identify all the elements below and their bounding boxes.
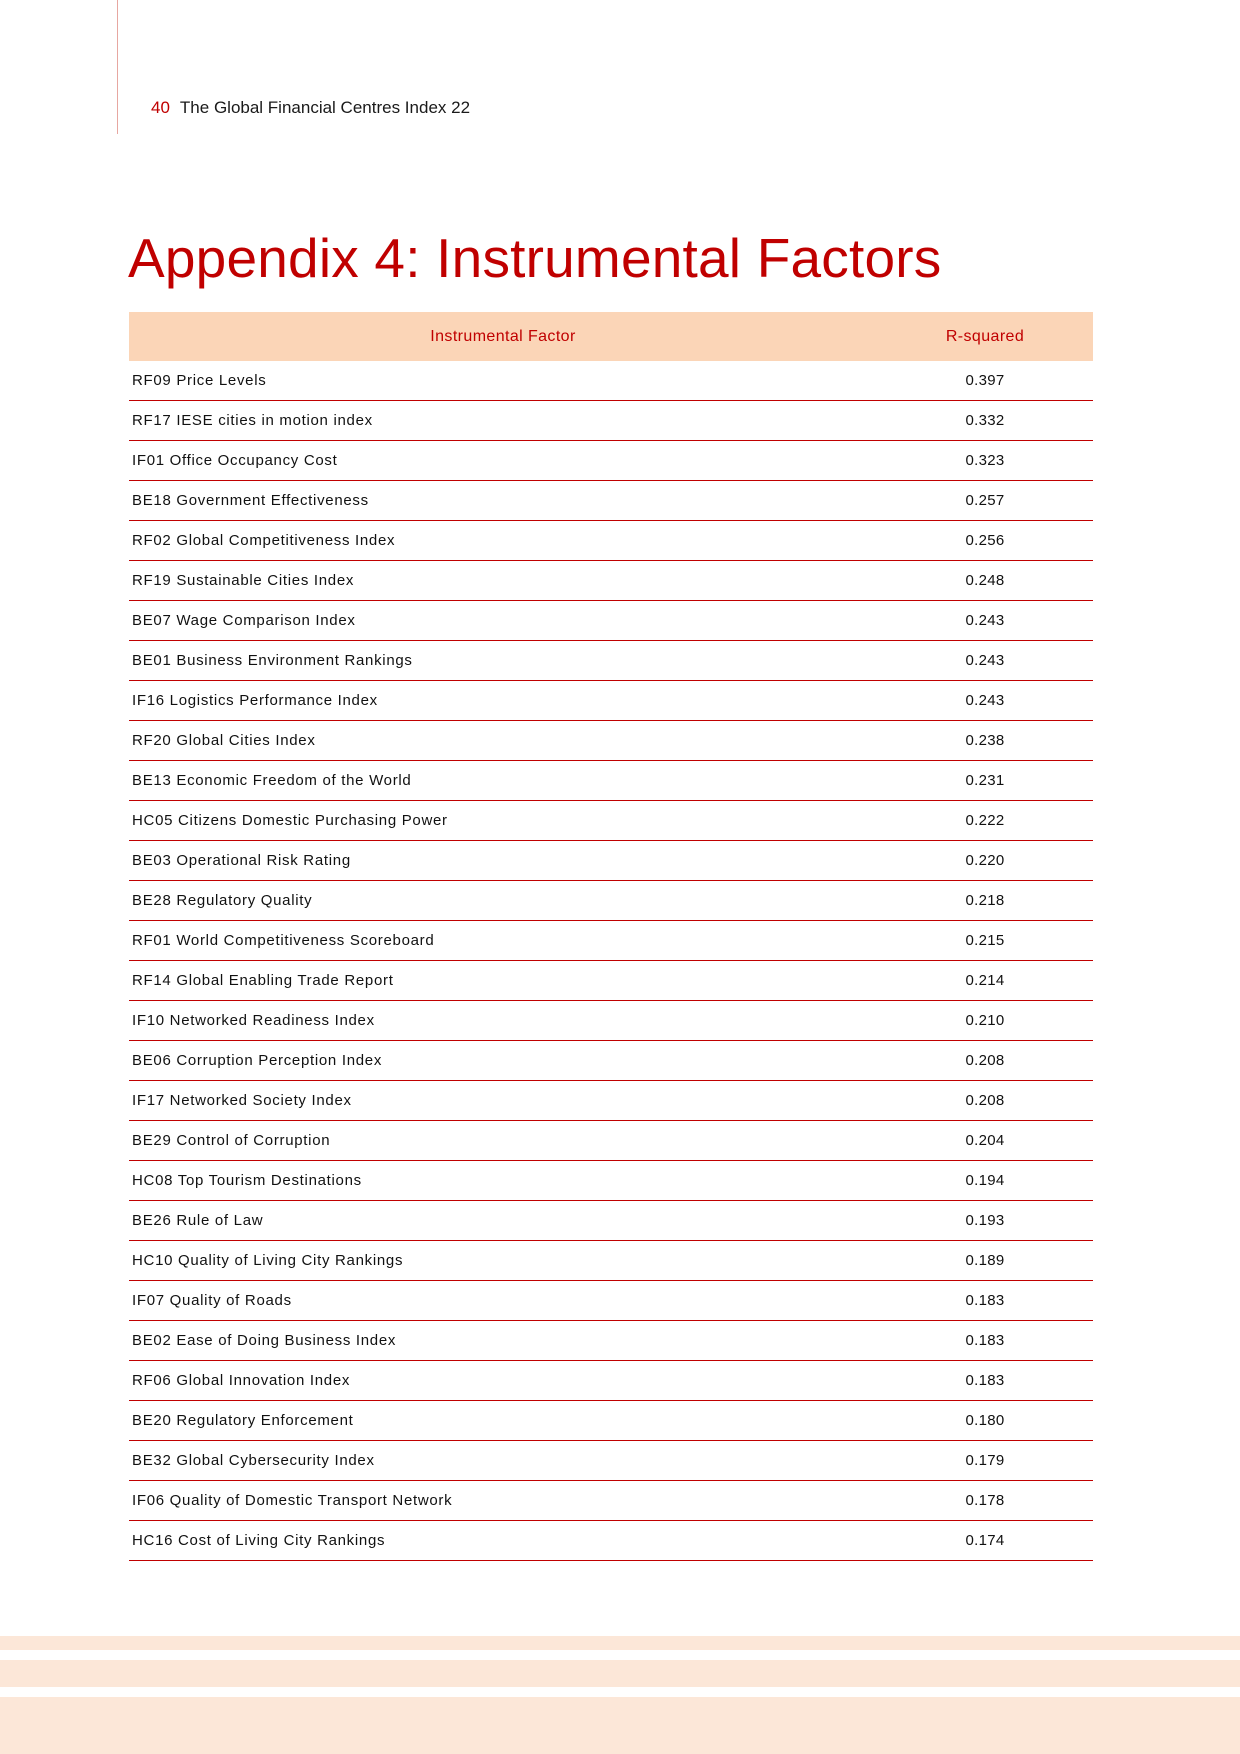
table-row [129,1321,1093,1361]
r-squared-value: 0.256 [877,521,1093,561]
r-squared-value: 0.180 [877,1401,1093,1441]
factor-name: BE28 Regulatory Quality [129,881,877,921]
factor-name: BE13 Economic Freedom of the World [129,761,877,801]
factor-name: BE29 Control of Corruption [129,1121,877,1161]
factor-name: BE20 Regulatory Enforcement [129,1401,877,1441]
r-squared-value: 0.183 [877,1281,1093,1321]
factor-name: BE18 Government Effectiveness [129,481,877,521]
column-header-r-squared: R-squared [877,312,1093,361]
factor-name: BE06 Corruption Perception Index [129,1041,877,1081]
table-row [129,881,1093,921]
factor-name: IF01 Office Occupancy Cost [129,441,877,481]
table-row [129,841,1093,881]
factor-name: HC05 Citizens Domestic Purchasing Power [129,801,877,841]
instrumental-factors-table [129,312,1093,1561]
r-squared-value: 0.183 [877,1321,1093,1361]
table-row [129,1361,1093,1401]
factor-name: RF14 Global Enabling Trade Report [129,961,877,1001]
margin-rule [117,0,118,134]
factor-name: HC16 Cost of Living City Rankings [129,1521,877,1561]
footer-band [0,1636,1240,1650]
factor-name: RF17 IESE cities in motion index [129,401,877,441]
factor-name: BE02 Ease of Doing Business Index [129,1321,877,1361]
table-row [129,441,1093,481]
factor-name: HC10 Quality of Living City Rankings [129,1241,877,1281]
table-row [129,481,1093,521]
table-row [129,761,1093,801]
table-row [129,1081,1093,1121]
table-row [129,1121,1093,1161]
table-row [129,521,1093,561]
r-squared-value: 0.231 [877,761,1093,801]
column-header-factor: Instrumental Factor [129,312,877,361]
factor-name: BE32 Global Cybersecurity Index [129,1441,877,1481]
footer-band [0,1697,1240,1754]
table-row [129,1481,1093,1521]
table-row [129,401,1093,441]
r-squared-value: 0.323 [877,441,1093,481]
factor-name: IF16 Logistics Performance Index [129,681,877,721]
table-header-row [129,312,1093,361]
factor-name: RF02 Global Competitiveness Index [129,521,877,561]
r-squared-value: 0.189 [877,1241,1093,1281]
r-squared-value: 0.193 [877,1201,1093,1241]
table-row [129,1441,1093,1481]
r-squared-value: 0.218 [877,881,1093,921]
r-squared-value: 0.183 [877,1361,1093,1401]
r-squared-value: 0.243 [877,641,1093,681]
table-row [129,721,1093,761]
factor-name: BE01 Business Environment Rankings [129,641,877,681]
factor-name: HC08 Top Tourism Destinations [129,1161,877,1201]
r-squared-value: 0.204 [877,1121,1093,1161]
table-row [129,1281,1093,1321]
r-squared-value: 0.220 [877,841,1093,881]
factor-name: IF06 Quality of Domestic Transport Network [129,1481,877,1521]
page-header [151,98,470,118]
table-row [129,921,1093,961]
r-squared-value: 0.248 [877,561,1093,601]
factor-name: BE26 Rule of Law [129,1201,877,1241]
table-row [129,1001,1093,1041]
factor-name: RF06 Global Innovation Index [129,1361,877,1401]
footer-band [0,1660,1240,1687]
table-row [129,681,1093,721]
page-title: Appendix 4: Instrumental Factors [128,227,942,289]
factor-name: RF19 Sustainable Cities Index [129,561,877,601]
r-squared-value: 0.214 [877,961,1093,1001]
table-row [129,1401,1093,1441]
table-row [129,361,1093,401]
r-squared-value: 0.215 [877,921,1093,961]
r-squared-value: 0.397 [877,361,1093,401]
factor-name: IF07 Quality of Roads [129,1281,877,1321]
page-number: 40 [151,98,170,117]
table-row [129,561,1093,601]
table-row [129,641,1093,681]
table-row [129,801,1093,841]
factor-name: RF09 Price Levels [129,361,877,401]
factor-name: BE03 Operational Risk Rating [129,841,877,881]
r-squared-value: 0.210 [877,1001,1093,1041]
factor-name: IF10 Networked Readiness Index [129,1001,877,1041]
table-row [129,961,1093,1001]
r-squared-value: 0.222 [877,801,1093,841]
table-row [129,1041,1093,1081]
table-row [129,1201,1093,1241]
publication-title: The Global Financial Centres Index 22 [179,98,471,117]
table-row [129,1161,1093,1201]
r-squared-value: 0.243 [877,681,1093,721]
factor-name: IF17 Networked Society Index [129,1081,877,1121]
table-row [129,1241,1093,1281]
r-squared-value: 0.208 [877,1041,1093,1081]
table-row [129,1521,1093,1561]
r-squared-value: 0.179 [877,1441,1093,1481]
r-squared-value: 0.332 [877,401,1093,441]
r-squared-value: 0.238 [877,721,1093,761]
factor-name: BE07 Wage Comparison Index [129,601,877,641]
r-squared-value: 0.174 [877,1521,1093,1561]
r-squared-value: 0.243 [877,601,1093,641]
table-row [129,601,1093,641]
factor-name: RF01 World Competitiveness Scoreboard [129,921,877,961]
factor-name: RF20 Global Cities Index [129,721,877,761]
r-squared-value: 0.208 [877,1081,1093,1121]
r-squared-value: 0.194 [877,1161,1093,1201]
r-squared-value: 0.257 [877,481,1093,521]
r-squared-value: 0.178 [877,1481,1093,1521]
